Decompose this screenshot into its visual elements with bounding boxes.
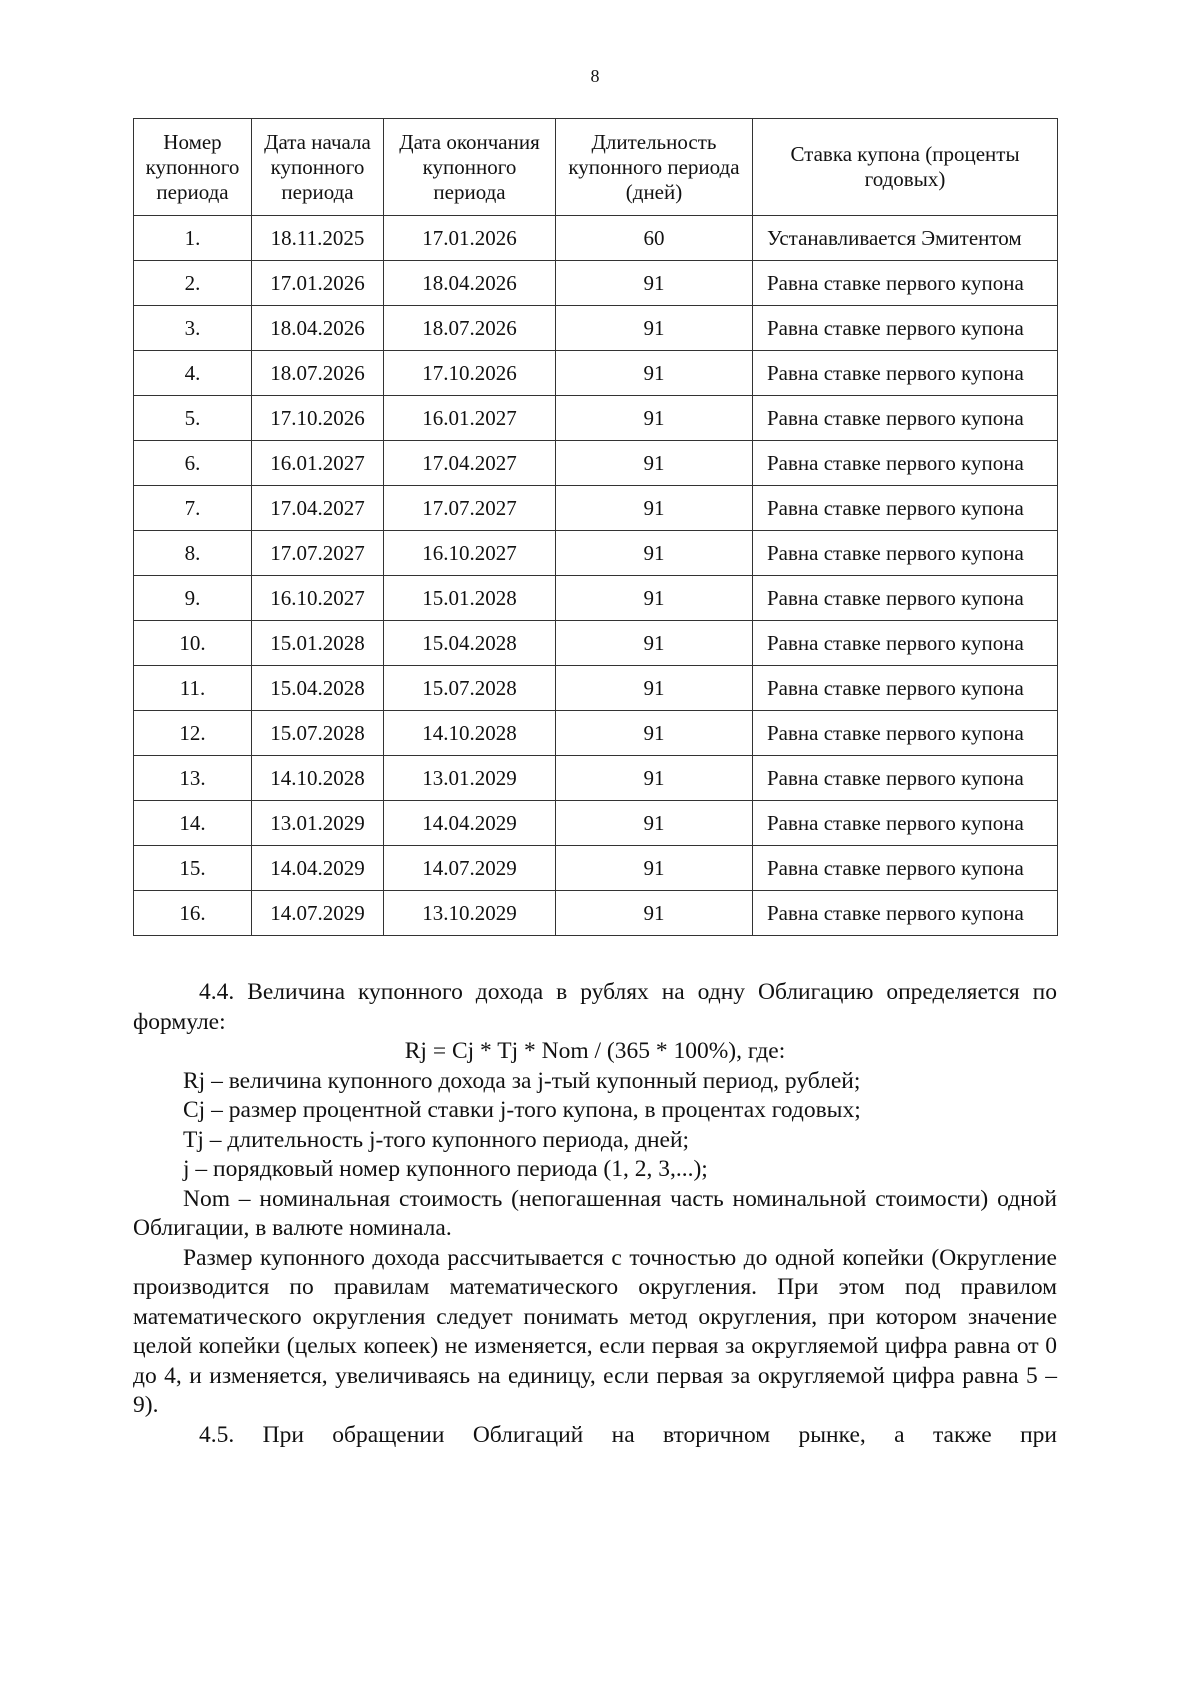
cell-start-date: 17.01.2026 [252,261,384,306]
table-row [134,216,1058,261]
cell-duration-days: 60 [556,216,753,261]
cell-start-date: 15.01.2028 [252,621,384,666]
cell-duration-days: 91 [556,666,753,711]
cell-start-date: 14.04.2029 [252,846,384,891]
cell-duration-days: 91 [556,801,753,846]
cell-duration-days: 91 [556,846,753,891]
cell-coupon-number: 16. [134,891,252,936]
cell-coupon-number: 6. [134,441,252,486]
cell-end-date: 14.07.2029 [384,846,556,891]
header-start-date: Дата начала купонного периода [252,119,384,216]
cell-end-date: 16.01.2027 [384,396,556,441]
section-4-5-intro: 4.5. При обращении Облигаций на вторичном рынке, а также при [199,1421,1057,1448]
page-number: 8 [590,66,600,86]
cell-coupon-number: 11. [134,666,252,711]
cell-coupon-number: 2. [134,261,252,306]
table-row [134,351,1058,396]
cell-start-date: 18.11.2025 [252,216,384,261]
cell-start-date: 18.04.2026 [252,306,384,351]
cell-coupon-rate: Равна ставке первого купона [753,261,1058,306]
cell-end-date: 17.07.2027 [384,486,556,531]
cell-duration-days: 91 [556,306,753,351]
cell-coupon-rate: Равна ставке первого купона [753,396,1058,441]
cell-coupon-rate: Равна ставке первого купона [753,576,1058,621]
cell-coupon-rate: Равна ставке первого купона [753,621,1058,666]
cell-duration-days: 91 [556,441,753,486]
cell-duration-days: 91 [556,531,753,576]
cell-coupon-rate: Равна ставке первого купона [753,666,1058,711]
cell-coupon-number: 1. [134,216,252,261]
cell-coupon-rate: Равна ставке первого купона [753,351,1058,396]
header-duration: Длительность купонного периода (дней) [556,119,753,216]
table-row [134,261,1058,306]
cell-duration-days: 91 [556,351,753,396]
table-row [134,756,1058,801]
table-row [134,306,1058,351]
cell-start-date: 17.10.2026 [252,396,384,441]
cell-coupon-rate: Равна ставке первого купона [753,306,1058,351]
cell-coupon-rate: Равна ставке первого купона [753,846,1058,891]
cell-coupon-number: 10. [134,621,252,666]
cell-coupon-number: 4. [134,351,252,396]
cell-coupon-rate: Равна ставке первого купона [753,486,1058,531]
definition-j: j – порядковый номер купонного периода (1, 2, 3,...); [183,1156,708,1182]
coupon-schedule-table [133,118,1058,936]
table-row [134,531,1058,576]
table-row [134,711,1058,756]
cell-end-date: 15.07.2028 [384,666,556,711]
cell-duration-days: 91 [556,711,753,756]
cell-start-date: 16.10.2027 [252,576,384,621]
cell-coupon-rate: Равна ставке первого купона [753,711,1058,756]
cell-coupon-rate: Равна ставке первого купона [753,801,1058,846]
definition-nom: Nom – номинальная стоимость (непогашенная часть номинальной стоимости) одной Облигации, в валюте номинала. [133,1185,1057,1241]
cell-duration-days: 91 [556,486,753,531]
cell-duration-days: 91 [556,621,753,666]
definition-cj: Cj – размер процентной ставки j-того купона, в процентах годовых; [183,1097,861,1123]
cell-coupon-number: 15. [134,846,252,891]
cell-end-date: 17.04.2027 [384,441,556,486]
cell-coupon-rate: Равна ставке первого купона [753,891,1058,936]
table-row [134,441,1058,486]
cell-end-date: 16.10.2027 [384,531,556,576]
rounding-rule: Размер купонного дохода рассчитывается с точностью до одной копейки (Округление производится по правилам математического округления. При этом под правилом математического округления следует понимать метод округления, при котором значение целой копейки (целых копеек) не изменяется, если первая за округляемой цифра равна от 0 до 4, и изменяется, увеличиваясь на единицу, если первая за округляемой цифра равна 5 – 9). [133,1244,1057,1418]
cell-duration-days: 91 [556,891,753,936]
header-coupon-number: Номер купонного периода [134,119,252,216]
cell-end-date: 14.10.2028 [384,711,556,756]
cell-coupon-rate: Устанавливается Эмитентом [753,216,1058,261]
cell-duration-days: 91 [556,261,753,306]
cell-coupon-rate: Равна ставке первого купона [753,441,1058,486]
coupon-formula: Rj = Cj * Tj * Nom / (365 * 100%), где: [404,1038,786,1064]
cell-start-date: 15.07.2028 [252,711,384,756]
header-coupon-rate: Ставка купона (проценты годовых) [753,119,1058,216]
table-row [134,846,1058,891]
definition-tj: Tj – длительность j-того купонного периода, дней; [183,1126,690,1153]
table-row [134,576,1058,621]
cell-start-date: 15.04.2028 [252,666,384,711]
cell-end-date: 17.10.2026 [384,351,556,396]
section-4-4-intro: 4.4. Величина купонного дохода в рублях на одну Облигацию определяется по формуле: [133,979,1057,1035]
cell-coupon-rate: Равна ставке первого купона [753,756,1058,801]
cell-start-date: 13.01.2029 [252,801,384,846]
cell-coupon-rate: Равна ставке первого купона [753,531,1058,576]
table-row [134,891,1058,936]
cell-duration-days: 91 [556,576,753,621]
cell-end-date: 17.01.2026 [384,216,556,261]
cell-end-date: 14.04.2029 [384,801,556,846]
cell-coupon-number: 5. [134,396,252,441]
cell-coupon-number: 8. [134,531,252,576]
cell-end-date: 18.04.2026 [384,261,556,306]
cell-start-date: 17.04.2027 [252,486,384,531]
cell-duration-days: 91 [556,396,753,441]
cell-start-date: 17.07.2027 [252,531,384,576]
cell-coupon-number: 14. [134,801,252,846]
cell-end-date: 15.04.2028 [384,621,556,666]
table-row [134,621,1058,666]
cell-coupon-number: 13. [134,756,252,801]
header-end-date: Дата окончания купонного периода [384,119,556,216]
cell-coupon-number: 12. [134,711,252,756]
table-header-row [134,119,1058,216]
definition-rj: Rj – величина купонного дохода за j-тый купонный период, рублей; [183,1067,861,1094]
table-row [134,396,1058,441]
cell-start-date: 14.07.2029 [252,891,384,936]
table-row [134,666,1058,711]
cell-start-date: 14.10.2028 [252,756,384,801]
cell-end-date: 18.07.2026 [384,306,556,351]
cell-coupon-number: 3. [134,306,252,351]
table-row [134,801,1058,846]
cell-start-date: 16.01.2027 [252,441,384,486]
cell-end-date: 15.01.2028 [384,576,556,621]
cell-end-date: 13.01.2029 [384,756,556,801]
cell-coupon-number: 7. [134,486,252,531]
cell-start-date: 18.07.2026 [252,351,384,396]
cell-coupon-number: 9. [134,576,252,621]
table-row [134,486,1058,531]
cell-end-date: 13.10.2029 [384,891,556,936]
section-4-4 [133,978,1057,1450]
cell-duration-days: 91 [556,756,753,801]
